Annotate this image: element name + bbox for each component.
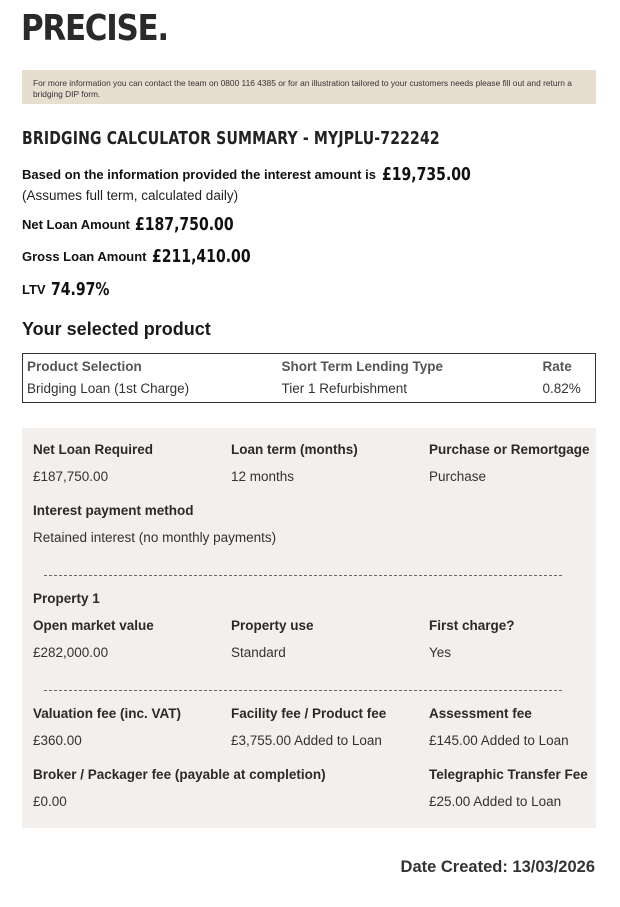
header-rate: Rate: [542, 358, 572, 374]
interest-label: Based on the information provided the interest amount is: [22, 167, 376, 182]
interest-note: (Assumes full term, calculated daily): [22, 188, 239, 203]
table-row: [23, 378, 596, 403]
open-market-value-label: Open market value: [33, 618, 154, 633]
loan-details-panel: [22, 428, 596, 828]
valuation-fee-label: Valuation fee (inc. VAT): [33, 706, 182, 721]
summary-title-text: BRIDGING CALCULATOR SUMMARY - MYJPLU-722242: [22, 128, 440, 149]
net-loan-required-label: Net Loan Required: [33, 442, 154, 457]
valuation-fee-value: £360.00: [33, 733, 82, 748]
net-loan-value: £187,750.00: [135, 214, 235, 235]
broker-fee-label: Broker / Packager fee (payable at completion): [33, 767, 326, 782]
header-lending-type: Short Term Lending Type: [281, 358, 444, 374]
loan-term-value: 12 months: [231, 469, 295, 484]
ltv-line: [22, 279, 126, 300]
interest-value: £19,735.00: [381, 164, 471, 185]
net-loan-required-value: £187,750.00: [33, 469, 109, 484]
facility-fee-label: Facility fee / Product fee: [231, 706, 387, 721]
first-charge-label: First charge?: [429, 618, 515, 633]
contact-info-banner: For more information you can contact the team on 0800 116 4385 or for an illustration tailored to your customers needs please fill out and return a bridging DIP form.: [22, 70, 596, 104]
assessment-fee-value: £145.00 Added to Loan: [429, 733, 569, 748]
gross-loan-line: [22, 246, 279, 267]
net-loan-label: Net Loan Amount: [22, 217, 130, 232]
loan-term-label: Loan term (months): [231, 442, 358, 457]
property-use-label: Property use: [231, 618, 314, 633]
ltv-label: LTV: [22, 282, 46, 297]
telegraphic-fee-value: £25.00 Added to Loan: [429, 794, 562, 809]
interest-payment-method-value: Retained interest (no monthly payments): [33, 530, 277, 545]
cell-lending-type: Tier 1 Refurbishment: [281, 381, 408, 397]
cell-product-selection: Bridging Loan (1st Charge): [27, 381, 190, 397]
product-table-header: [23, 354, 596, 378]
summary-title: [22, 128, 558, 149]
property-heading: Property 1: [33, 591, 100, 606]
gross-loan-value: £211,410.00: [152, 246, 251, 267]
net-loan-line: [22, 214, 262, 235]
brand-logo: PRECISE.: [21, 8, 168, 49]
assessment-fee-label: Assessment fee: [429, 706, 532, 721]
ltv-value: 74.97%: [51, 279, 110, 300]
selected-product-heading: Your selected product: [22, 319, 211, 339]
interest-line: [22, 164, 495, 185]
cell-rate: 0.82%: [542, 381, 581, 397]
divider: [44, 575, 562, 576]
facility-fee-value: £3,755.00 Added to Loan: [231, 733, 382, 748]
open-market-value-value: £282,000.00: [33, 645, 109, 660]
telegraphic-fee-label: Telegraphic Transfer Fee: [429, 767, 588, 782]
divider: [44, 690, 562, 691]
property-use-value: Standard: [231, 645, 286, 660]
broker-fee-value: £0.00: [33, 794, 67, 809]
purchase-or-remortgage-label: Purchase or Remortgage: [429, 442, 590, 457]
purchase-or-remortgage-value: Purchase: [429, 469, 487, 484]
gross-loan-label: Gross Loan Amount: [22, 249, 147, 264]
first-charge-value: Yes: [429, 645, 452, 660]
header-product-selection: Product Selection: [27, 358, 142, 374]
product-table: [22, 353, 596, 403]
interest-payment-method-label: Interest payment method: [33, 503, 194, 518]
date-created: Date Created: 13/03/2026: [400, 858, 595, 876]
